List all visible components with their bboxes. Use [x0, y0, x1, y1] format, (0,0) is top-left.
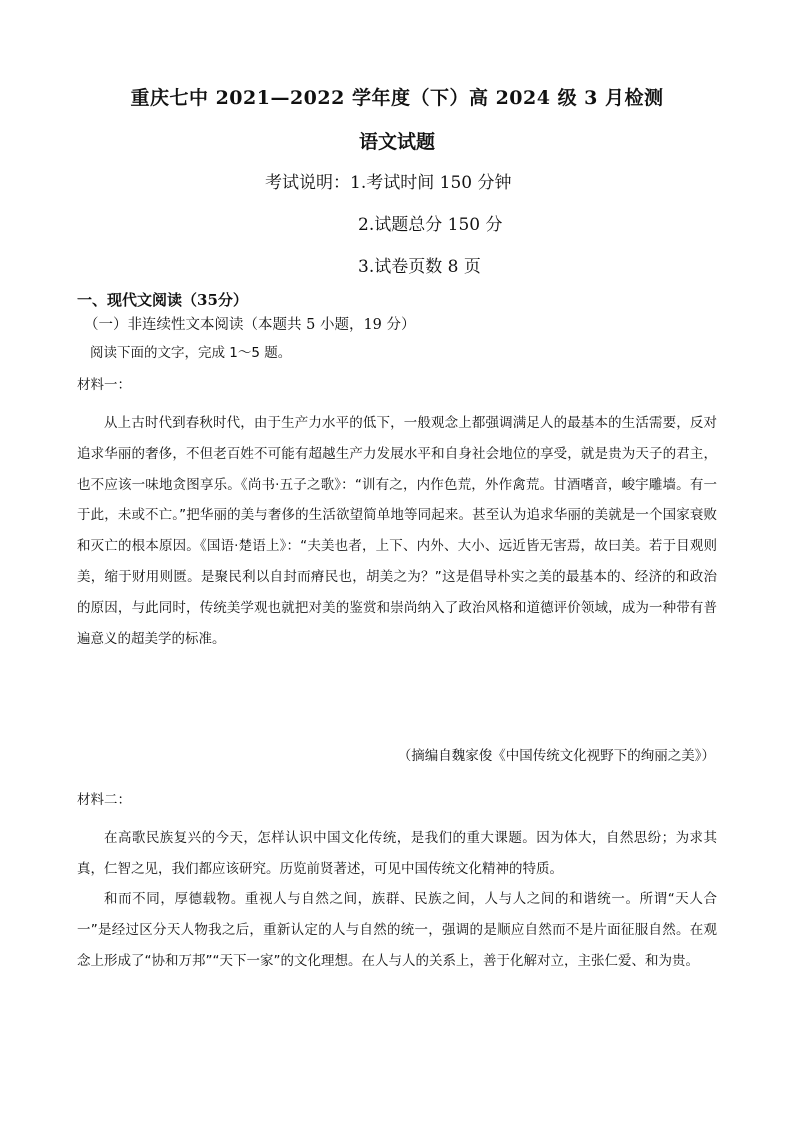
exam-note-time: 考试说明：1.考试时间 150 分钟: [265, 173, 512, 193]
exam-title: 重庆七中 2021—2022 学年度（下）高 2024 级 3 月检测: [130, 87, 664, 109]
exam-subtitle: 语文试题: [358, 131, 435, 153]
exam-note-pages: 3.试卷页数 8 页: [358, 257, 481, 277]
subsection-heading: （一）非连续性文本阅读（本题共 5 小题，19 分）: [84, 317, 416, 333]
reading-instruction: 阅读下面的文字，完成 1～5 题。: [90, 345, 292, 361]
material1-paragraph: 从上古时代到春秋时代，由于生产力水平的低下，一般观念上都强调满足人的最基本的生活需要，反对追求华丽的奢侈，不但老百姓不可能有超越生产力发展水平和自身社会地位的享受，就是贵为天子的君主，也不应该一味地贪图享乐。《尚书·五子之歌》：“训有之，内作色荒，外作禽荒。甘酒嗜音，峻宇雕墙。有一于此，未或不亡。”把华丽的美与奢侈的生活欲望简单地等同起来。甚至认为追求华丽的美就是一个国家衰败和灭亡的根本原因。《国语·楚语上》：“夫美也者，上下、内外、大小、远近皆无害焉，故曰美。若于目观则美，缩于财用则匮。是聚民利以自封而瘠民也，胡美之为？”这是倡导朴实之美的最基本的、经济的和政治的原因，与此同时，传统美学观也就把对美的鉴赏和崇尚纳入了政治风格和道德评价领域，成为一种带有普遍意义的超美学的标准。: [77, 415, 717, 647]
material2-paragraph2: 和而不同，厚德载物。重视人与自然之间，族群、民族之间，人与人之间的和谐统一。所谓“天人合一”是经过区分天人物我之后，重新认定的人与自然的统一，强调的是顺应自然而不是片面征服自然。在观念上形成了“协和万邦”“天下一家”的文化理想。在人与人的关系上，善于化解对立，主张仁爱、和为贵。: [77, 891, 717, 969]
material1-source: （摘编自魏家俊《中国传统文化视野下的绚丽之美》）: [397, 748, 715, 764]
material2-paragraph1: 在高歌民族复兴的今天，怎样认识中国文化传统，是我们的重大课题。因为体大，自然思纷；为求其真，仁智之见，我们都应该研究。历览前贤著述，可见中国传统文化精神的特质。: [77, 830, 717, 877]
section-heading: 一、现代文阅读（35分）: [77, 291, 248, 309]
material2-label: 材料二：: [77, 792, 131, 808]
material1-label: 材料一：: [77, 377, 131, 393]
exam-note-score: 2.试题总分 150 分: [358, 215, 503, 235]
